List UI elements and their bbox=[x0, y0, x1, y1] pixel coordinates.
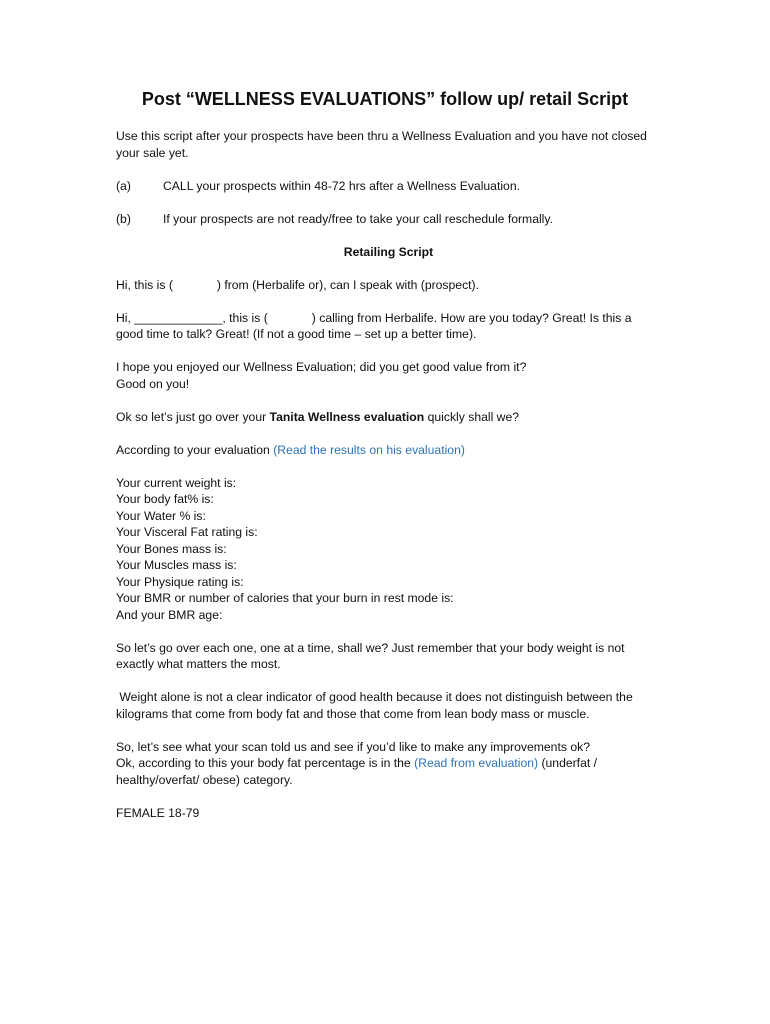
metric-line: Your current weight is: bbox=[116, 475, 237, 490]
scan-line-2-end: (underfat / healthy/overfat/ obese) category. bbox=[116, 756, 598, 787]
metric-line: Your body fat% is: bbox=[116, 492, 214, 506]
tanita-bold: Tanita Wellness evaluation bbox=[269, 409, 425, 424]
document-body bbox=[116, 128, 661, 838]
metric-line: Your Muscles mass is: bbox=[116, 558, 237, 572]
metric-line: Your Bones mass is: bbox=[116, 541, 227, 556]
greeting-2-start: Hi, _____________, this is ( bbox=[116, 310, 268, 325]
scan-line-2-start: Ok, according to this your body fat percentage is in the bbox=[116, 756, 415, 770]
according-instruction: (Read the results on his evaluation) bbox=[273, 442, 465, 457]
metric-line: Your Water % is: bbox=[116, 508, 206, 523]
scan-line-1: So, let’s see what your scan told us and see if you’d like to make any improvements ok? bbox=[116, 739, 590, 754]
tanita-text-end: quickly shall we? bbox=[424, 409, 520, 424]
greeting-1-start: Hi, this is ( bbox=[116, 277, 173, 292]
female-heading: FEMALE 18-79 bbox=[116, 805, 200, 820]
hope-line-2: Good on you! bbox=[116, 376, 190, 391]
section-heading: Retailing Script bbox=[343, 244, 434, 259]
metric-line: And your BMR age: bbox=[116, 607, 223, 622]
go-over-paragraph: So let’s go over each one, one at a time, shall we? Just remember that your body weight is not exactly what matters the most. bbox=[116, 640, 625, 671]
document-title: Post “WELLNESS EVALUATIONS” follow up/ retail Script bbox=[141, 89, 629, 109]
greeting-2-end: ) calling from Herbalife. How are you today? Great! Is this a good time to talk? Great! (If not a good time – set up a better time). bbox=[116, 310, 632, 341]
hope-paragraph bbox=[116, 359, 661, 392]
according-paragraph bbox=[116, 442, 661, 459]
list-item-text: If your prospects are not ready/free to take your call reschedule formally. bbox=[163, 211, 553, 226]
hope-line-1: I hope you enjoyed our Wellness Evaluation; did you get good value from it? bbox=[116, 360, 527, 374]
metric-line: Your Physique rating is: bbox=[116, 574, 244, 589]
scan-instruction: (Read from evaluation) bbox=[414, 756, 539, 770]
weight-alone-paragraph: Weight alone is not a clear indicator of good health because it does not distinguish between the kilograms that come from body fat and those that come from lean body mass or muscle. bbox=[116, 690, 637, 721]
metric-line: Your BMR or number of calories that your burn in rest mode is: bbox=[116, 591, 454, 605]
list-item-label: (a) bbox=[116, 178, 131, 193]
list-item-b bbox=[116, 211, 661, 228]
according-text: According to your evaluation bbox=[116, 442, 274, 457]
intro-paragraph: Use this script after your prospects have been thru a Wellness Evaluation and you have not closed your sale yet. bbox=[116, 129, 647, 160]
list-item-a bbox=[116, 178, 661, 195]
tanita-text-start: Ok so let’s just go over your bbox=[116, 409, 270, 424]
list-item-text: CALL your prospects within 48-72 hrs after a Wellness Evaluation. bbox=[163, 178, 521, 193]
greeting-line-2 bbox=[116, 310, 661, 343]
greeting-line-1 bbox=[116, 277, 661, 294]
metrics-list bbox=[116, 475, 661, 624]
tanita-paragraph bbox=[116, 409, 661, 426]
list-item-label: (b) bbox=[116, 211, 131, 226]
scan-paragraph bbox=[116, 739, 661, 789]
metric-line: Your Visceral Fat rating is: bbox=[116, 525, 258, 539]
greeting-1-end: ) from (Herbalife or), can I speak with (prospect). bbox=[216, 277, 480, 292]
